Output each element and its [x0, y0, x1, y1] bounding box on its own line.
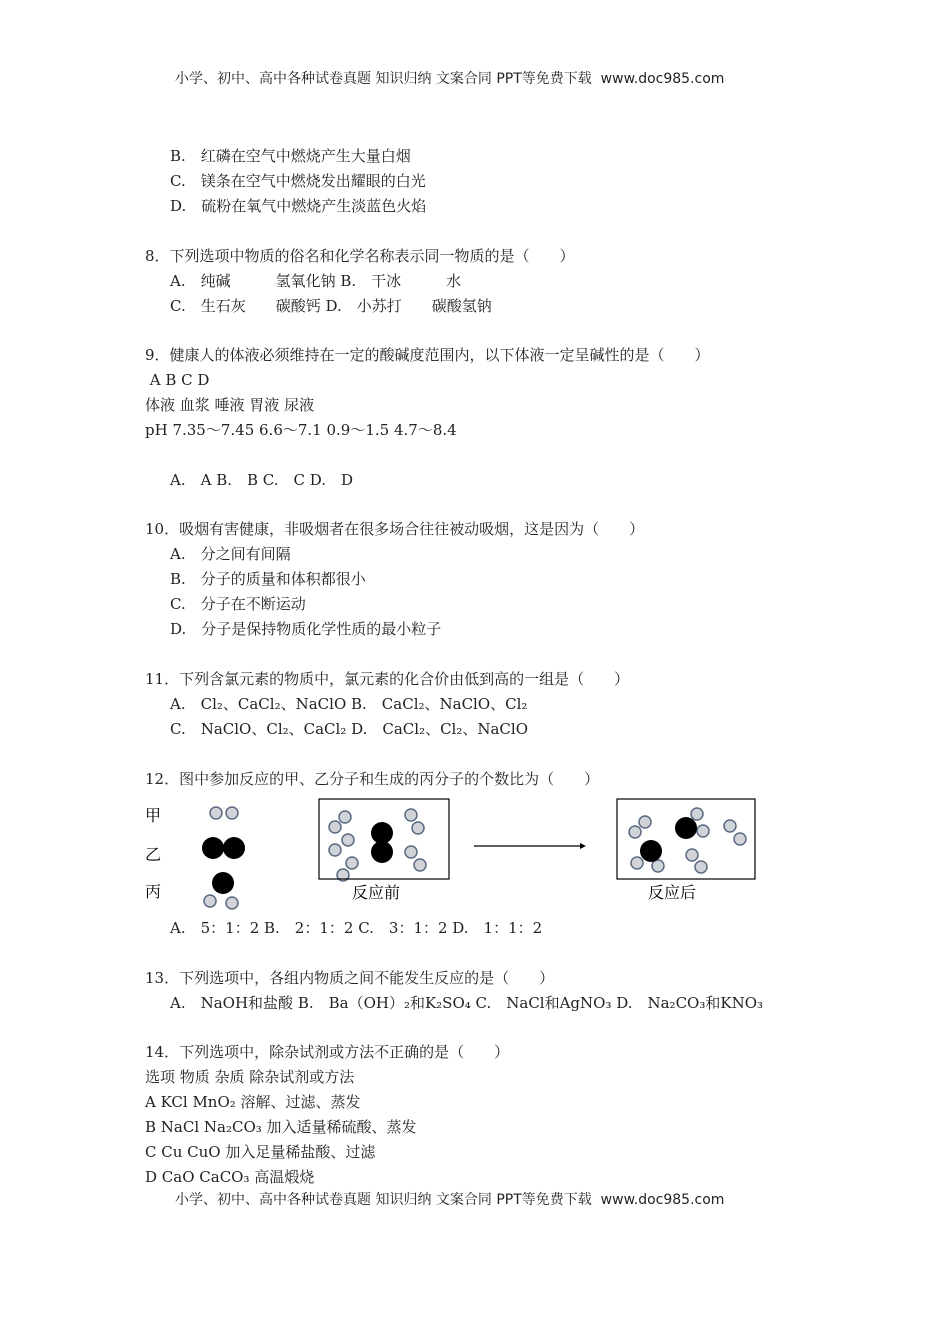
q8-stem: 8．下列选项中物质的俗名和化学名称表示同一物质的是（ ）: [145, 247, 575, 265]
q14-table-row: A KCl MnO₂ 溶解、过滤、蒸发: [145, 1093, 361, 1111]
q11-options-cd: C. NaClO、Cl₂、CaCl₂ D. CaCl₂、Cl₂、NaClO: [170, 720, 529, 738]
q12-stem: 12．图中参加反应的甲、乙分子和生成的丙分子的个数比为（ ）: [145, 770, 600, 788]
reaction-diagram: [140, 795, 760, 910]
q11-stem: 11．下列含氯元素的物质中，氯元素的化合价由低到高的一组是（ ）: [145, 670, 630, 688]
q9-table-row: 体液 血浆 唾液 胃液 尿液: [145, 396, 315, 414]
q12-answers: A. 5：1：2 B. 2：1：2 C. 3：1：2 D. 1：1：2: [170, 919, 543, 937]
page-header: 小学、初中、高中各种试卷真题 知识归纳 文案合同 PPT等免费下载 www.doc985.com: [175, 71, 725, 87]
q14-table-row: 选项 物质 杂质 除杂试剂或方法: [145, 1068, 355, 1086]
q14-table-row: D CaO CaCO₃ 高温煅烧: [145, 1168, 315, 1186]
q7-option-b: B. 红磷在空气中燃烧产生大量白烟: [170, 147, 411, 165]
label-before: 反应前: [352, 883, 401, 902]
q13-stem: 13．下列选项中，各组内物质之间不能发生反应的是（ ）: [145, 969, 555, 987]
page-footer: 小学、初中、高中各种试卷真题 知识归纳 文案合同 PPT等免费下载 www.doc985.com: [175, 1192, 725, 1208]
q13-answers: A. NaOH和盐酸 B. Ba（OH）₂和K₂SO₄ C. NaCl和AgNO₃ D. Na₂CO₃和KNO₃: [170, 994, 763, 1012]
q9-table-row: A B C D: [145, 371, 210, 389]
q10-option-a: A. 分之间有间隔: [170, 545, 291, 563]
q8-options-cd: C. 生石灰 碳酸钙 D. 小苏打 碳酸氢钠: [170, 297, 492, 315]
q14-table-row: B NaCl Na₂CO₃ 加入适量稀硫酸、蒸发: [145, 1118, 417, 1136]
q7-option-c: C. 镁条在空气中燃烧发出耀眼的白光: [170, 172, 426, 190]
q8-options-ab: A. 纯碱 氢氧化钠 B. 干冰 水: [170, 272, 462, 290]
q7-option-d: D. 硫粉在氧气中燃烧产生淡蓝色火焰: [170, 197, 427, 215]
label-yi: 乙: [145, 845, 162, 864]
q11-options-ab: A. Cl₂、CaCl₂、NaClO B. CaCl₂、NaClO、Cl₂: [170, 695, 528, 713]
label-bing: 丙: [145, 882, 162, 901]
q10-option-b: B. 分子的质量和体积都很小: [170, 570, 366, 588]
q14-stem: 14．下列选项中，除杂试剂或方法不正确的是（ ）: [145, 1043, 510, 1061]
q9-table-row: pH 7.35～7.45 6.6～7.1 0.9～1.5 4.7～8.4: [145, 421, 457, 439]
q9-answers: A. A B. B C. C D. D: [170, 471, 354, 489]
label-after: 反应后: [648, 883, 697, 902]
label-jia: 甲: [145, 806, 162, 825]
q10-option-d: D. 分子是保持物质化学性质的最小粒子: [170, 620, 442, 638]
q9-stem: 9．健康人的体液必须维持在一定的酸碱度范围内，以下体液一定呈碱性的是（ ）: [145, 346, 710, 364]
q10-option-c: C. 分子在不断运动: [170, 595, 306, 613]
q14-table-row: C Cu CuO 加入足量稀盐酸、过滤: [145, 1143, 376, 1161]
q10-stem: 10．吸烟有害健康，非吸烟者在很多场合往往被动吸烟，这是因为（ ）: [145, 520, 645, 538]
